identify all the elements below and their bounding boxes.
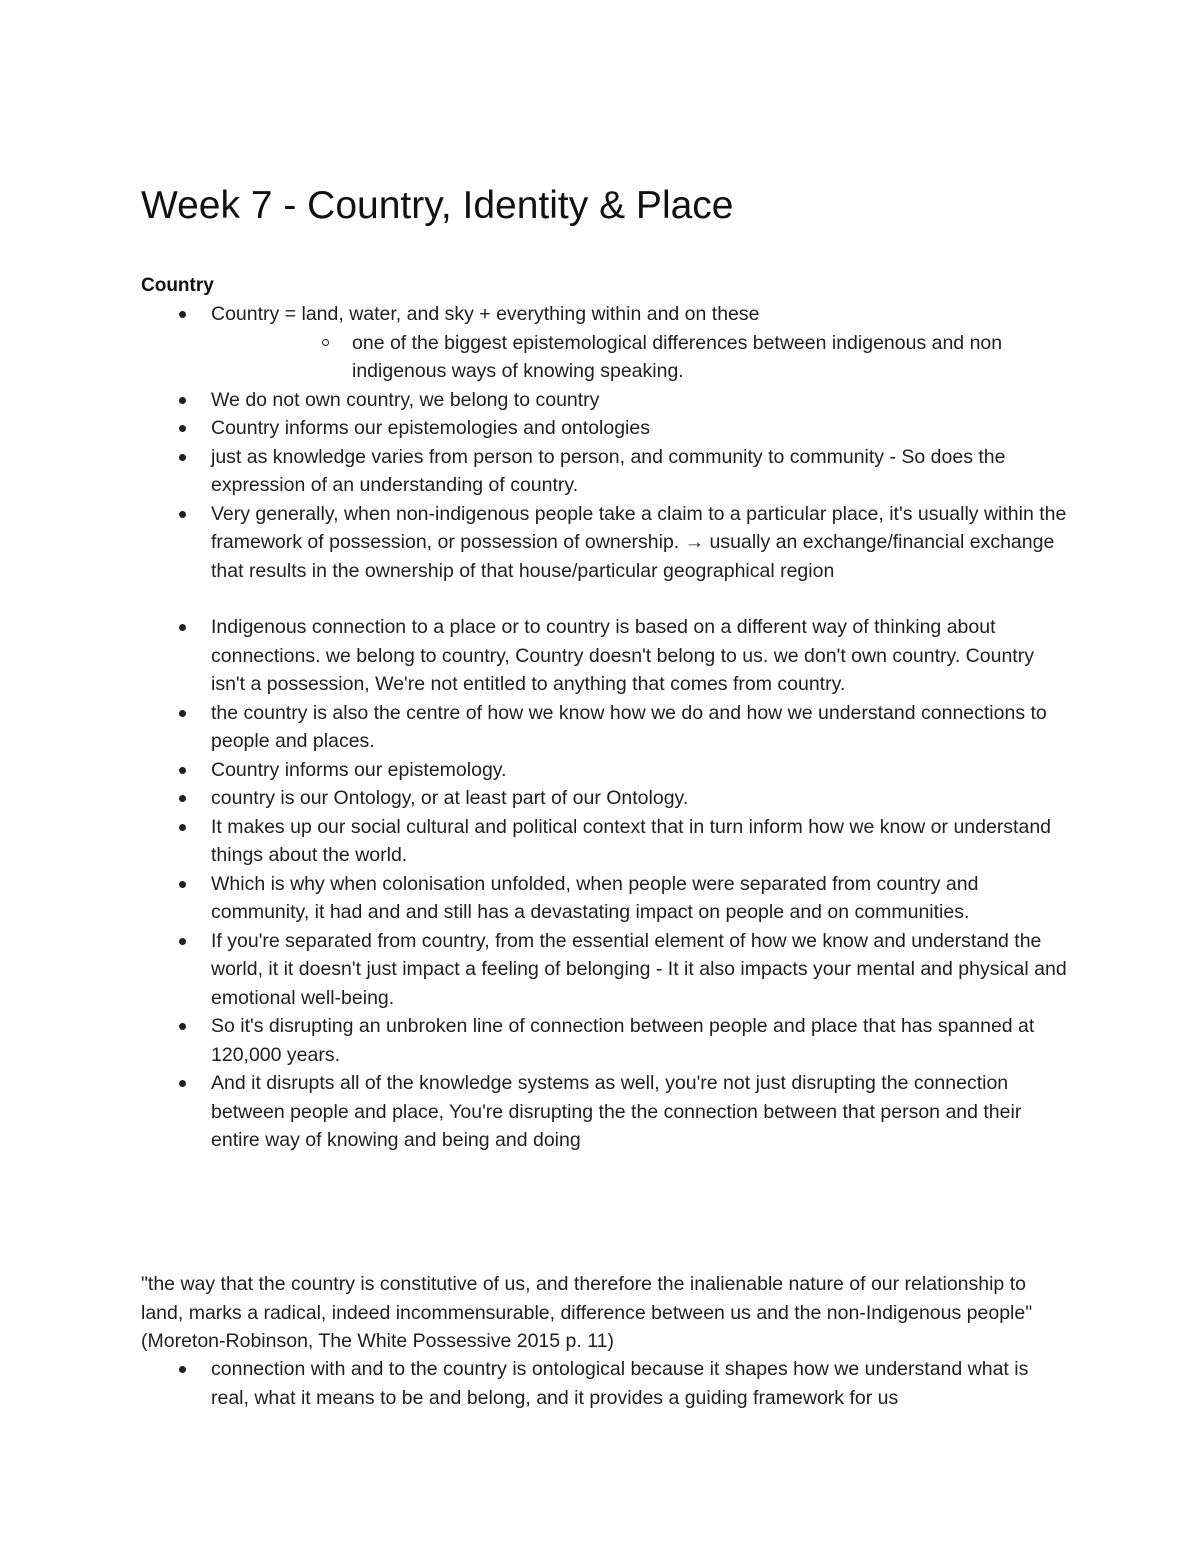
bullet-icon (179, 311, 186, 318)
list-item (141, 813, 1071, 870)
list-item (141, 870, 1071, 927)
list-item (141, 1012, 1071, 1069)
bullet-icon (179, 511, 186, 518)
list-item (141, 699, 1071, 756)
list-item-text: country is our Ontology, or at least part of our Ontology. (211, 787, 689, 809)
list-item (141, 386, 1071, 415)
bullet-icon (179, 425, 186, 432)
bullet-icon (179, 454, 186, 461)
bullet-icon (179, 397, 186, 404)
list-item (141, 443, 1071, 500)
list-item (141, 756, 1071, 785)
section-heading-country: Country (141, 275, 214, 296)
list-item-text: We do not own country, we belong to country (211, 388, 600, 411)
list-item-text: So it's disrupting an unbroken line of connection between people and place that has spanned at 120,000 years. (211, 1015, 1035, 1066)
hollow-bullet-icon (322, 339, 329, 346)
bullet-icon (179, 710, 186, 717)
list-item-text: Indigenous connection to a place or to country is based on a different way of thinking about connections. we belong to country, Country doesn't belong to us. we don't own country. Country isn't a possession, We're not entitled to anything that comes from country. (211, 616, 1034, 695)
list-item-text: It makes up our social cultural and political context that in turn inform how we know or understand things about the world. (211, 815, 1052, 866)
list-item-text: connection with and to the country is ontological because it shapes how we understand what is real, what it means to be and belong, and it provides a guiding framework for us (211, 1358, 1029, 1409)
list-item (141, 1069, 1071, 1155)
list-item (141, 784, 1071, 813)
list-item-text: If you're separated from country, from the essential element of how we know and understand the world, it it doesn't just impact a feeling of belonging - It it also impacts your mental and physical and emotional well-being. (211, 929, 1067, 1009)
bullet-icon (179, 1023, 186, 1030)
list-item-text: Which is why when colonisation unfolded, when people were separated from country and community, it had and and still has a devastating impact on people and on communities. (211, 872, 979, 923)
bullet-icon (179, 624, 186, 631)
list-item-text: just as knowledge varies from person to person, and community to community - So does the expression of an understanding of country. (211, 445, 1006, 496)
bullet-list-country (141, 300, 1071, 1155)
sub-list-item-text: one of the biggest epistemological differences between indigenous and non indigenous ways of knowing speaking. (352, 331, 1003, 382)
bullet-icon (179, 938, 186, 945)
bullet-icon (179, 881, 186, 888)
document-title: Week 7 - Country, Identity & Place (141, 184, 734, 227)
list-item (141, 927, 1071, 1013)
sub-list (211, 329, 1071, 386)
quote-paragraph: "the way that the country is constitutive of us, and therefore the inalienable nature of our relationship to land, marks a radical, indeed incommensurable, difference between us and the non-Indigenous people" (Moreton-Robinson, The White Possessive 2015 p. 11) (141, 1273, 1033, 1352)
list-item (141, 414, 1071, 443)
bullet-icon (179, 795, 186, 802)
blank-line (141, 585, 1071, 613)
bullet-icon (179, 767, 186, 774)
list-item-text: Country informs our epistemologies and ontologies (211, 417, 650, 439)
list-item-text: And it disrupts all of the knowledge systems as well, you're not just disrupting the connection between people and place, You're disrupting the the connection between that person and their entire way of knowing and being and doing (211, 1072, 1022, 1151)
list-item (141, 1355, 1071, 1412)
list-item (141, 500, 1071, 586)
bullet-list-quote (141, 1355, 1071, 1412)
sub-list-item (211, 329, 1071, 386)
list-item-text: Country = land, water, and sky + everything within and on these (211, 303, 760, 325)
bullet-icon (179, 824, 186, 831)
list-item-text: Very generally, when non-indigenous people take a claim to a particular place, it's usually within the framework of possession, or possession of ownership. → usually an exchange/financial exchange that results in the ownership of that house/particular geographical region (211, 502, 1067, 582)
list-item (141, 300, 1071, 386)
list-item-text: Country informs our epistemology. (211, 758, 507, 781)
bullet-icon (179, 1366, 186, 1373)
list-item-text: the country is also the centre of how we know how we do and how we understand connections to people and places. (211, 701, 1047, 752)
list-item (141, 613, 1071, 699)
bullet-icon (179, 1080, 186, 1087)
